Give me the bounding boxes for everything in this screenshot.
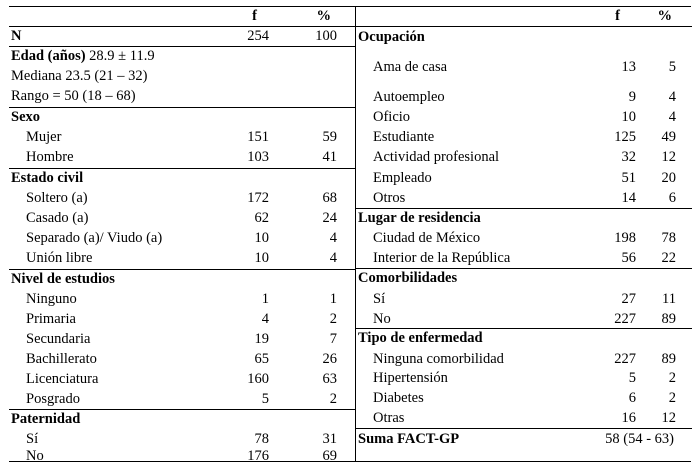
row-f: 160 bbox=[247, 371, 269, 387]
row-label: Empleado bbox=[373, 170, 432, 186]
row-percent: 5 bbox=[668, 59, 676, 75]
row-f: 5 bbox=[261, 391, 269, 407]
divider bbox=[356, 26, 692, 27]
row-label: Bachillerato bbox=[26, 351, 97, 367]
row-percent: 22 bbox=[661, 250, 676, 266]
row-f: 10 bbox=[621, 109, 636, 125]
row-percent: 1 bbox=[329, 291, 337, 307]
row-label: Ninguna comorbilidad bbox=[373, 351, 504, 367]
row-percent: 20 bbox=[661, 170, 676, 186]
row-f: 151 bbox=[247, 129, 269, 145]
row-f: 27 bbox=[621, 291, 636, 307]
edad-mean: 28.9 ± 11.9 bbox=[85, 48, 155, 64]
row-label: Hombre bbox=[26, 149, 74, 165]
row-percent: 4 bbox=[668, 89, 676, 105]
row-label: Ama de casa bbox=[373, 59, 448, 75]
row-label: Mujer bbox=[26, 129, 62, 145]
row-label: No bbox=[373, 311, 391, 327]
header-f: f bbox=[252, 8, 257, 24]
row-f: 10 bbox=[254, 230, 269, 246]
row-f: 78 bbox=[254, 431, 269, 447]
row-label: Autoempleo bbox=[373, 89, 445, 105]
row-label: Interior de la República bbox=[373, 250, 511, 266]
row-percent: 89 bbox=[661, 311, 676, 327]
right-column bbox=[355, 6, 692, 462]
row-f: 16 bbox=[621, 410, 636, 426]
row-label: Ciudad de México bbox=[373, 230, 481, 246]
suma-label: Suma FACT-GP bbox=[358, 431, 460, 447]
row-f: 65 bbox=[254, 351, 269, 367]
row-label: Secundaria bbox=[26, 331, 91, 347]
row-percent: 2 bbox=[329, 391, 337, 407]
row-percent: 31 bbox=[322, 431, 337, 447]
row-label: Soltero (a) bbox=[26, 190, 88, 206]
demographics-table bbox=[9, 6, 691, 462]
section-title: Lugar de residencia bbox=[358, 210, 481, 226]
row-f: 4 bbox=[261, 311, 269, 327]
row-f: 198 bbox=[614, 230, 636, 246]
section-title: Sexo bbox=[11, 109, 40, 125]
row-f: 32 bbox=[621, 149, 636, 165]
row-label: Actividad profesional bbox=[373, 149, 500, 165]
row-f: 125 bbox=[614, 129, 636, 145]
row-percent: 2 bbox=[668, 390, 676, 406]
row-label: Separado (a)/ Viudo (a) bbox=[26, 230, 163, 246]
row-percent: 2 bbox=[668, 370, 676, 386]
section-title: Ocupación bbox=[358, 29, 425, 45]
n-label: N bbox=[11, 28, 22, 44]
row-percent: 12 bbox=[661, 149, 676, 165]
section-title: Tipo de enfermedad bbox=[358, 330, 483, 346]
row-f: 5 bbox=[628, 370, 636, 386]
row-f: 62 bbox=[254, 210, 269, 226]
section-title: Nivel de estudios bbox=[11, 271, 115, 287]
row-percent: 26 bbox=[322, 351, 337, 367]
row-label: Unión libre bbox=[26, 250, 93, 266]
row-label: Otros bbox=[373, 190, 406, 206]
row-percent: 49 bbox=[661, 129, 676, 145]
row-percent: 78 bbox=[661, 230, 676, 246]
header-percent: % bbox=[657, 8, 672, 24]
row-percent: 89 bbox=[661, 351, 676, 367]
row-f: 51 bbox=[621, 170, 636, 186]
row-percent: 63 bbox=[322, 371, 337, 387]
row-f: 103 bbox=[247, 149, 269, 165]
divider bbox=[9, 107, 355, 108]
row-f: 56 bbox=[621, 250, 636, 266]
edad-mediana: Mediana 23.5 (21 – 32) bbox=[11, 68, 148, 84]
row-percent: 7 bbox=[329, 331, 337, 347]
row-percent: 4 bbox=[329, 250, 337, 266]
row-percent: 41 bbox=[322, 149, 337, 165]
row-percent: 12 bbox=[661, 410, 676, 426]
row-percent: 69 bbox=[322, 448, 337, 464]
row-percent: 4 bbox=[329, 230, 337, 246]
row-percent: 24 bbox=[322, 210, 337, 226]
row-f: 10 bbox=[254, 250, 269, 266]
section-title: Estado civil bbox=[11, 170, 84, 186]
row-label: No bbox=[26, 448, 44, 464]
row-percent: 59 bbox=[322, 129, 337, 145]
row-percent: 6 bbox=[668, 190, 676, 206]
section-title: Paternidad bbox=[11, 411, 81, 427]
row-f: 227 bbox=[614, 311, 636, 327]
row-label: Sí bbox=[373, 291, 386, 307]
header-f: f bbox=[615, 8, 620, 24]
row-f: 9 bbox=[628, 89, 636, 105]
edad-rango: Rango = 50 (18 – 68) bbox=[11, 88, 136, 104]
row-percent: 2 bbox=[329, 311, 337, 327]
row-label: Posgrado bbox=[26, 391, 80, 407]
header-percent: % bbox=[316, 8, 331, 24]
row-label: Sí bbox=[26, 431, 39, 447]
row-label: Ninguno bbox=[26, 291, 77, 307]
row-f: 227 bbox=[614, 351, 636, 367]
row-label: Oficio bbox=[373, 109, 411, 125]
divider bbox=[9, 26, 355, 27]
row-label: Otras bbox=[373, 410, 405, 426]
row-percent: 4 bbox=[668, 109, 676, 125]
row-f: 14 bbox=[621, 190, 636, 206]
suma-value: 58 (54 - 63) bbox=[605, 431, 674, 447]
row-f: 6 bbox=[628, 390, 636, 406]
row-f: 172 bbox=[247, 190, 269, 206]
row-label: Casado (a) bbox=[26, 210, 89, 226]
row-f: 13 bbox=[621, 59, 636, 75]
row-label: Primaria bbox=[26, 311, 76, 327]
row-percent: 11 bbox=[662, 291, 676, 307]
row-label: Diabetes bbox=[373, 390, 424, 406]
row-label: Licenciatura bbox=[26, 371, 99, 387]
row-f: 19 bbox=[254, 331, 269, 347]
row-percent: 68 bbox=[322, 190, 337, 206]
section-title: Comorbilidades bbox=[358, 270, 458, 286]
row-label: Hipertensión bbox=[373, 370, 448, 386]
row-f: 176 bbox=[247, 448, 269, 464]
row-f: 1 bbox=[261, 291, 269, 307]
n-percent: 100 bbox=[315, 28, 337, 44]
divider bbox=[356, 428, 692, 429]
edad-title: Edad (años) bbox=[11, 48, 86, 64]
n-f: 254 bbox=[247, 28, 269, 44]
row-label: Estudiante bbox=[373, 129, 435, 145]
